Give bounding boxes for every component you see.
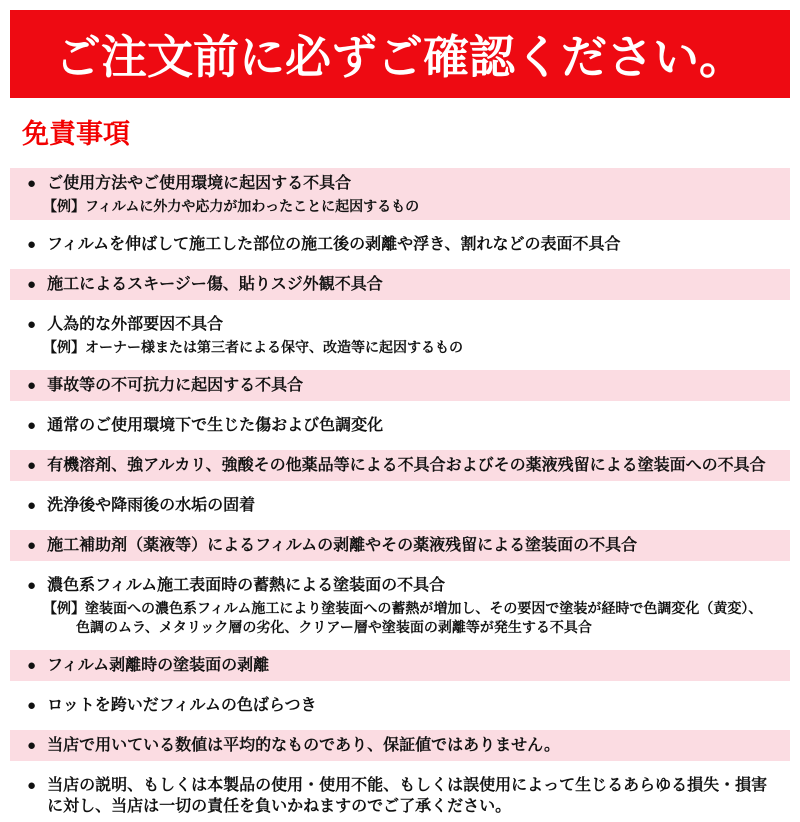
list-item-text: 通常のご使用環境下で生じた傷および色調変化 [47,417,384,435]
bullet-icon: ● [27,497,37,515]
list-item-main [10,575,782,596]
list-item-main [10,535,782,556]
list-item-example: 【例】塗装面への濃色系フィルム施工により塗装面への蓄熱が増加し、その要因で塗装が経時で色調変化（黄変）、 [43,600,763,617]
list-item-text: 施工補助剤（薬液等）によるフィルムの剥離やその薬液残留による塗装面の不具合 [47,537,638,555]
list-item-text: 濃色系フィルム施工表面時の蓄熱による塗装面の不具合 [47,577,446,595]
disclaimer-heading: 免責事項 [22,119,130,149]
list-item-main [10,775,782,817]
list-item-text: ロットを跨いだフィルムの色ばらつき [47,697,317,715]
bullet-icon: ● [27,777,37,795]
list-item-main [10,314,782,335]
bullet-icon: ● [27,276,37,294]
list-item-main [10,375,782,396]
list-item-text: ご使用方法やご使用環境に起因する不具合 [47,175,352,193]
list-item-main [10,655,782,676]
bullet-icon: ● [27,316,37,334]
list-item [10,168,790,220]
list-item-main [10,274,782,295]
bullet-icon: ● [27,457,37,475]
bullet-icon: ● [27,737,37,755]
disclaimer-list [10,168,790,822]
list-item-text: フィルムを伸ばして施工した部位の施工後の剥離や浮き、割れなどの表面不具合 [47,236,621,254]
list-item-text: 当店の説明、もしくは本製品の使用・使用不能、もしくは誤使用によって生じるあらゆる損失・損害に対し、当店は一切の責任を負いかねますのでご了承ください。 [47,777,768,816]
list-item-text: 当店で用いている数値は平均的なものであり、保証値ではありません。 [47,737,561,755]
list-item-example-continued: 色調のムラ、メタリック層の劣化、クリアー層や塗装面の剥離等が発生する不具合 [76,619,592,636]
list-item [10,730,790,761]
list-item-example: 【例】フィルムに外力や応力が加わったことに起因するもの [43,198,420,215]
bullet-icon: ● [27,657,37,675]
bullet-icon: ● [27,577,37,595]
warning-banner [10,10,790,98]
bullet-icon: ● [27,175,37,193]
list-item [10,229,790,260]
list-item-text: 事故等の不可抗力に起因する不具合 [47,377,304,395]
bullet-icon: ● [27,236,37,254]
list-item [10,490,790,521]
list-item-text: フィルム剥離時の塗装面の剥離 [47,657,270,675]
list-item-main [10,415,782,436]
list-item [10,269,790,300]
list-item [10,370,790,401]
list-item-example: 【例】オーナー様または第三者による保守、改造等に起因するもの [43,339,463,356]
list-item-main [10,173,782,194]
list-item-main [10,455,782,476]
list-item [10,309,790,361]
list-item [10,530,790,561]
list-item [10,770,790,822]
bullet-icon: ● [27,377,37,395]
list-item [10,450,790,481]
list-item-text: 洗浄後や降雨後の水垢の固着 [47,497,256,515]
list-item-main [10,735,782,756]
bullet-icon: ● [27,417,37,435]
list-item-text: 有機溶剤、強アルカリ、強酸その他薬品等による不具合およびその薬液残留による塗装面への不具合 [47,457,766,475]
list-item-text: 施工によるスキージー傷、貼りスジ外観不具合 [47,276,383,294]
list-item [10,410,790,441]
list-item-main [10,695,782,716]
list-item-main [10,495,782,516]
list-item [10,690,790,721]
list-item [10,650,790,681]
list-item-main [10,234,782,255]
list-item [10,570,790,641]
bullet-icon: ● [27,697,37,715]
warning-banner-title: ご注文前に必ずご確認ください。 [55,31,745,83]
bullet-icon: ● [27,537,37,555]
list-item-text: 人為的な外部要因不具合 [47,316,224,334]
